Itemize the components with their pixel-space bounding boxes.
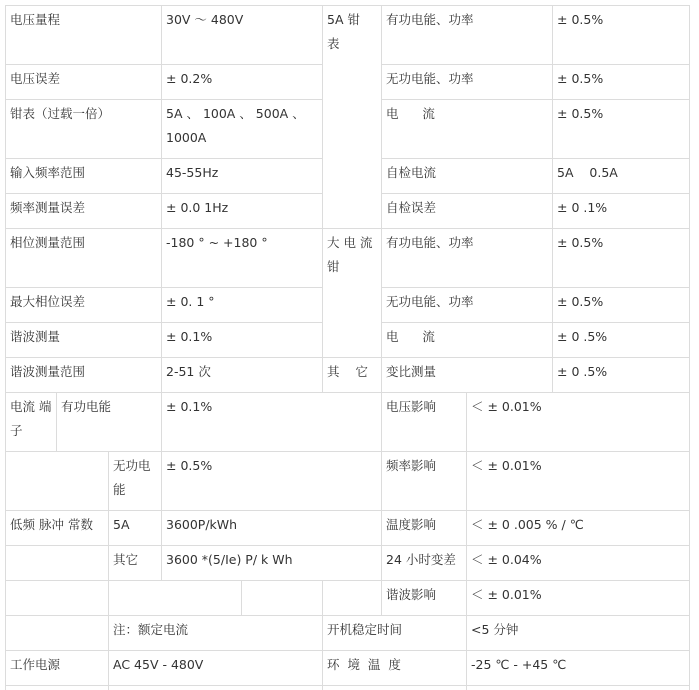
large-clamp-active-label: 有功电能、功率 (386, 235, 474, 250)
clamp-5a-reactive-value: ± 0.5% (557, 71, 604, 86)
power-supply-label: 工作电源 (10, 657, 61, 672)
voltage-influence-label: 电压影响 (386, 399, 437, 414)
harmonic-range-label: 谐波测量范围 (10, 364, 86, 379)
large-clamp-label: 大 电 流 钳 (327, 235, 373, 274)
ratio-measure-value: ± 0 .5% (557, 364, 608, 379)
self-check-current-value: 5A 0.5A (557, 165, 618, 180)
harmonic-range-value: 2-51 次 (166, 364, 211, 379)
power-supply-value: AC 45V - 480V (113, 657, 204, 672)
clamp-5a-current-value: ± 0.5% (557, 106, 604, 121)
clamp-5a-current-label: 电 流 (386, 106, 435, 121)
voltage-range-label: 电压量程 (10, 12, 61, 27)
terminal-active-energy-value: ± 0.1% (166, 399, 213, 414)
frequency-error-label: 频率测量误差 (10, 200, 86, 215)
frequency-influence-label: 频率影响 (386, 458, 437, 473)
voltage-error-value: ± 0.2% (166, 71, 213, 86)
large-clamp-active-value: ± 0.5% (557, 235, 604, 250)
pulse-constant-label: 低频 脉冲 常数 (10, 517, 93, 532)
input-frequency-label: 输入频率范围 (10, 165, 86, 180)
grid-line (241, 580, 242, 615)
clamp-5a-active-label: 有功电能、功率 (386, 12, 474, 27)
pulse-5a-value: 3600P/kWh (166, 517, 238, 532)
pulse-other-value: 3600 *(5/Ie) P/ k Wh (166, 552, 293, 567)
temperature-influence-label: 温度影响 (386, 517, 437, 532)
ratio-measure-label: 变比测量 (386, 364, 437, 379)
terminal-reactive-energy-label: 无功电 能 (113, 458, 151, 497)
max-phase-error-value: ± 0. 1 ° (166, 294, 215, 309)
harmonic-influence-label: 谐波影响 (386, 587, 437, 602)
input-frequency-value: 45-55Hz (166, 165, 219, 180)
warmup-time-label: 开机稳定时间 (327, 622, 403, 637)
max-phase-error-label: 最大相位误差 (10, 294, 86, 309)
self-check-error-label: 自检误差 (386, 200, 437, 215)
clamp-overload-value: 5A 、 100A 、 500A 、 1000A (166, 106, 305, 145)
terminal-active-energy-label: 有功电能 (61, 399, 112, 414)
large-clamp-current-label: 电 流 (386, 329, 435, 344)
large-clamp-current-value: ± 0 .5% (557, 329, 608, 344)
clamp-5a-label: 5A 钳 表 (327, 12, 360, 51)
current-terminal-label: 电流 端 子 (10, 399, 52, 438)
drift-24h-value: ＜ ± 0.04% (471, 552, 542, 567)
harmonic-measure-label: 谐波测量 (10, 329, 61, 344)
self-check-error-value: ± 0 .1% (557, 200, 608, 215)
self-check-current-label: 自检电流 (386, 165, 437, 180)
clamp-overload-label: 钳表（过载一倍） (10, 106, 111, 121)
rated-current-note: 注：额定电流 (113, 622, 189, 637)
phase-range-value: -180 ° ~ +180 ° (166, 235, 268, 250)
harmonic-measure-value: ± 0.1% (166, 329, 213, 344)
large-clamp-reactive-label: 无功电能、功率 (386, 294, 474, 309)
grid-line (322, 5, 323, 392)
phase-range-label: 相位测量范围 (10, 235, 86, 250)
frequency-error-value: ± 0.0 1Hz (166, 200, 229, 215)
other-label: 其 它 (327, 364, 368, 379)
temperature-influence-value: ＜ ± 0 .005 % / ℃ (471, 517, 584, 532)
environment-temp-label: 环 境 温 度 (327, 657, 401, 672)
warmup-time-value: <5 分钟 (471, 622, 519, 637)
terminal-reactive-energy-value: ± 0.5% (166, 458, 213, 473)
clamp-5a-active-value: ± 0.5% (557, 12, 604, 27)
frequency-influence-value: ＜ ± 0.01% (471, 458, 542, 473)
drift-24h-label: 24 小时变差 (386, 552, 456, 567)
large-clamp-reactive-value: ± 0.5% (557, 294, 604, 309)
pulse-other-label: 其它 (113, 552, 139, 567)
grid-line (689, 5, 690, 690)
harmonic-influence-value: ＜ ± 0.01% (471, 587, 542, 602)
pulse-5a-label: 5A (113, 517, 130, 532)
environment-temp-value: -25 ℃ - +45 ℃ (471, 657, 567, 672)
voltage-influence-value: ＜ ± 0.01% (471, 399, 542, 414)
voltage-error-label: 电压误差 (10, 71, 61, 86)
clamp-5a-reactive-label: 无功电能、功率 (386, 71, 474, 86)
voltage-range-value: 30V ～ 480V (166, 12, 244, 27)
